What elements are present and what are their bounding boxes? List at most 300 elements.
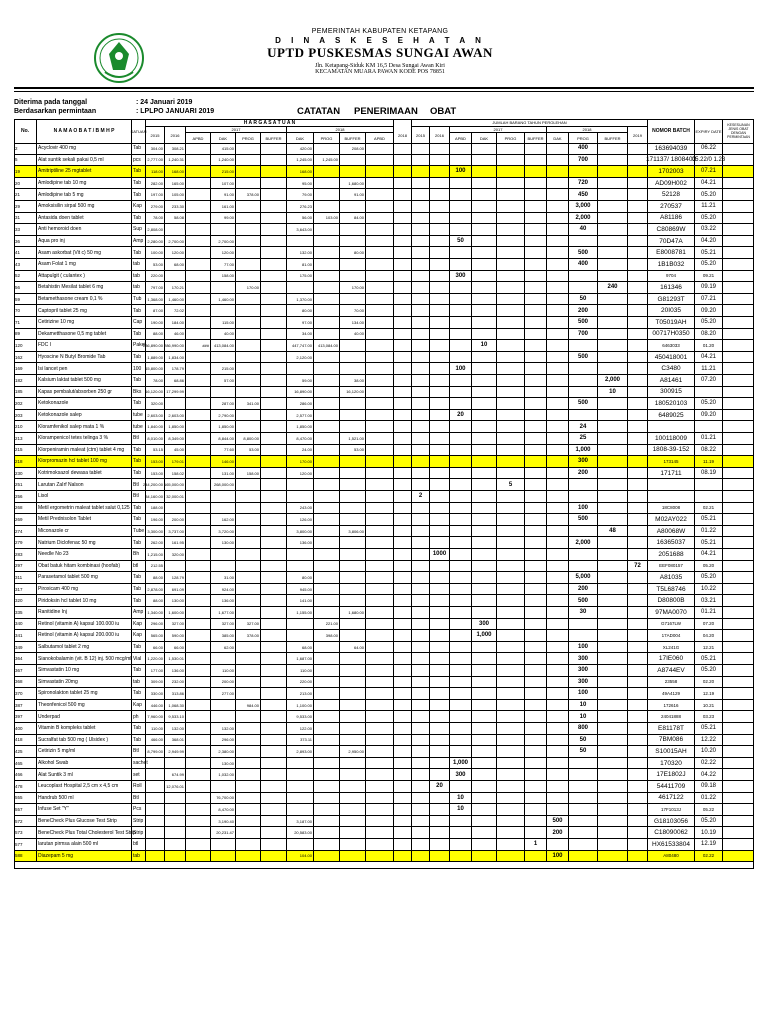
cell-q19 xyxy=(627,398,647,409)
header-dak-17: DAK xyxy=(210,133,235,143)
cell-qc: 10 xyxy=(471,340,496,351)
cell-no: 185 xyxy=(15,389,23,395)
header-qty-2016: 2016 xyxy=(429,127,449,143)
cell-q17 xyxy=(449,305,471,316)
cell-qd xyxy=(568,363,597,374)
cell-b18: 53.00 xyxy=(339,445,365,456)
cell-qf xyxy=(597,781,627,792)
cell-exp: 01.21 xyxy=(694,433,722,444)
cell-a18: 1,850.00 xyxy=(286,421,313,432)
cell-b17 xyxy=(260,665,286,676)
cell-qe xyxy=(496,561,524,572)
cell-q17 xyxy=(449,178,471,189)
cell-b17 xyxy=(260,305,286,316)
cell-k17 xyxy=(210,282,235,293)
cell-a17 xyxy=(185,317,210,328)
cell-q17 xyxy=(449,421,471,432)
cell-qf xyxy=(597,178,627,189)
cell-qd0 xyxy=(546,793,568,804)
cell-x18 xyxy=(365,793,393,804)
cell-batch: 17F1013J xyxy=(647,804,694,815)
cell-a18: 122.00 xyxy=(286,723,313,734)
header-rule xyxy=(14,87,754,89)
table-row xyxy=(14,155,754,167)
cell-name: Needle No 23 xyxy=(36,549,131,560)
cell-b18: 70.00 xyxy=(339,305,365,316)
cell-p15: 177.00 xyxy=(145,665,164,676)
cell-ket xyxy=(722,793,754,804)
table-row xyxy=(14,329,754,341)
cell-no: 41 xyxy=(15,250,21,256)
cell-batch: 17AD004 xyxy=(647,630,694,641)
cell-a18 xyxy=(286,758,313,769)
cell-name: Alat Suntik 3 ml xyxy=(36,769,131,780)
cell-pr17 xyxy=(235,294,260,305)
cell-qb0 xyxy=(429,294,449,305)
cell-a18: 136.00 xyxy=(286,537,313,548)
cell-x18 xyxy=(365,607,393,618)
cell-qe xyxy=(496,665,524,676)
cell-qx xyxy=(524,479,546,490)
cell-qd0 xyxy=(546,456,568,467)
cell-ket xyxy=(722,723,754,734)
cell-qc xyxy=(471,851,496,862)
cell-pr17 xyxy=(235,224,260,235)
cell-p15: 188.00 xyxy=(145,503,164,514)
cell-a18: 68.00 xyxy=(286,642,313,653)
cell-a18: 286.00 xyxy=(286,398,313,409)
cell-qe xyxy=(496,677,524,688)
cell-no: 367 xyxy=(15,667,23,673)
cell-name: Salbutamol tablet 2 mg xyxy=(36,642,131,653)
cell-qc: 1,000 xyxy=(471,630,496,641)
cell-qa xyxy=(411,445,429,456)
cell-unit: tab xyxy=(131,851,145,862)
cell-qe xyxy=(496,619,524,630)
cell-qa xyxy=(411,433,429,444)
cell-no: 29 xyxy=(15,203,21,209)
cell-a18: 141.00 xyxy=(286,595,313,606)
cell-qx xyxy=(524,503,546,514)
cell-qa xyxy=(411,236,429,247)
cell-qe xyxy=(496,514,524,525)
cell-qd0 xyxy=(546,781,568,792)
cell-qd: 500 xyxy=(568,317,597,328)
cell-q18 xyxy=(393,781,411,792)
cell-no: 5 xyxy=(15,157,18,163)
cell-qe xyxy=(496,723,524,734)
cell-pr17 xyxy=(235,213,260,224)
cell-a18: 16,890.00 xyxy=(286,387,313,398)
cell-k17 xyxy=(210,224,235,235)
cell-ket xyxy=(722,398,754,409)
cell-p15: 2,777.00 xyxy=(145,155,164,166)
cell-ket xyxy=(722,653,754,664)
cell-b17 xyxy=(260,166,286,177)
cell-ket xyxy=(722,619,754,630)
cell-qe: 5 xyxy=(496,479,524,490)
cell-q17 xyxy=(449,189,471,200)
cell-x18 xyxy=(365,410,393,421)
cell-qb0 xyxy=(429,421,449,432)
cell-k17: 20,231.47 xyxy=(210,827,235,838)
cell-qx xyxy=(524,584,546,595)
cell-b17 xyxy=(260,375,286,386)
cell-qx xyxy=(524,271,546,282)
cell-p15: 53.15 xyxy=(145,445,164,456)
cell-b18: 1,521.00 xyxy=(339,433,365,444)
cell-name: Vitamin B kompleks tablet xyxy=(36,723,131,734)
cell-b18 xyxy=(339,236,365,247)
cell-qe xyxy=(496,827,524,838)
cell-qd0 xyxy=(546,189,568,200)
cell-q18 xyxy=(393,433,411,444)
cell-p15: 153.00 xyxy=(145,468,164,479)
cell-pr18 xyxy=(313,503,339,514)
cell-p15 xyxy=(145,816,164,827)
cell-qd xyxy=(568,851,597,862)
cell-qd0 xyxy=(546,839,568,850)
cell-qa xyxy=(411,793,429,804)
cell-unit: Tab xyxy=(131,665,145,676)
cell-a18 xyxy=(286,781,313,792)
cell-k17: 2,700.00 xyxy=(210,236,235,247)
cell-qf xyxy=(597,746,627,757)
table-row xyxy=(14,143,754,155)
cell-qb0 xyxy=(429,445,449,456)
cell-a18: 79.00 xyxy=(286,189,313,200)
cell-b18: 2,950.00 xyxy=(339,746,365,757)
cell-qd xyxy=(568,491,597,502)
cell-p15 xyxy=(145,781,164,792)
cell-qd xyxy=(568,526,597,537)
cell-qd0 xyxy=(546,514,568,525)
cell-pr18 xyxy=(313,642,339,653)
cell-q19 xyxy=(627,827,647,838)
cell-exp: 04.21 xyxy=(694,178,722,189)
cell-p16: 313.86 xyxy=(164,688,185,699)
cell-qf xyxy=(597,340,627,351)
cell-qf xyxy=(597,433,627,444)
cell-qe xyxy=(496,839,524,850)
cell-batch: 1702003 xyxy=(647,166,694,177)
cell-k17: 200.00 xyxy=(210,677,235,688)
cell-q18 xyxy=(393,723,411,734)
cell-q18 xyxy=(393,758,411,769)
cell-qd0 xyxy=(546,607,568,618)
cell-b18 xyxy=(339,224,365,235)
cell-batch: 300915 xyxy=(647,387,694,398)
cell-qc xyxy=(471,352,496,363)
cell-p16: 161.95 xyxy=(164,537,185,548)
cell-unit: Tab xyxy=(131,143,145,154)
cell-exp: 08.19 xyxy=(694,468,722,479)
cell-k17: 8,470.00 xyxy=(210,804,235,815)
cell-batch: 97MA0070 xyxy=(647,607,694,618)
cell-no: 203 xyxy=(15,412,23,418)
cell-name: Simvastatin 20mg xyxy=(36,677,131,688)
cell-qf xyxy=(597,816,627,827)
cell-p16: 130.00 xyxy=(164,595,185,606)
cell-b17 xyxy=(260,572,286,583)
cell-a18: 80.00 xyxy=(286,305,313,316)
cell-b18 xyxy=(339,155,365,166)
cell-exp: 10.21 xyxy=(694,700,722,711)
cell-qa xyxy=(411,387,429,398)
cell-qe xyxy=(496,537,524,548)
cell-q19 xyxy=(627,642,647,653)
cell-batch: 70D47A xyxy=(647,236,694,247)
cell-qf xyxy=(597,769,627,780)
cell-qe xyxy=(496,294,524,305)
cell-a17 xyxy=(185,503,210,514)
cell-qd0: 100 xyxy=(546,851,568,862)
cell-no: 70 xyxy=(15,308,21,314)
cell-a17 xyxy=(185,653,210,664)
cell-x18 xyxy=(365,584,393,595)
cell-q17 xyxy=(449,630,471,641)
cell-a18: 126.00 xyxy=(286,514,313,525)
cell-pr17: 341.00 xyxy=(235,398,260,409)
cell-pr18 xyxy=(313,804,339,815)
cell-b17 xyxy=(260,688,286,699)
cell-a17 xyxy=(185,201,210,212)
cell-qa xyxy=(411,317,429,328)
cell-q18 xyxy=(393,178,411,189)
cell-q19 xyxy=(627,375,647,386)
cell-p16: 232.00 xyxy=(164,677,185,688)
cell-qx xyxy=(524,282,546,293)
cell-ket xyxy=(722,572,754,583)
cell-x18 xyxy=(365,363,393,374)
cell-qc xyxy=(471,317,496,328)
cell-name: Betamethasone cream 0,1 % xyxy=(36,294,131,305)
cell-batch: E81178T xyxy=(647,723,694,734)
cell-a18: 243.00 xyxy=(286,503,313,514)
cell-no: 283 xyxy=(15,551,23,557)
cell-q17: 50 xyxy=(449,236,471,247)
cell-qa xyxy=(411,607,429,618)
cell-qe xyxy=(496,816,524,827)
cell-qx xyxy=(524,642,546,653)
cell-ket xyxy=(722,363,754,374)
cell-qx xyxy=(524,630,546,641)
cell-k17: 3,190.40 xyxy=(210,816,235,827)
cell-ket xyxy=(722,236,754,247)
cell-no: 36 xyxy=(15,238,21,244)
cell-a17 xyxy=(185,166,210,177)
cell-pr18 xyxy=(313,421,339,432)
cell-pr18 xyxy=(313,549,339,560)
cell-exp: 09.20 xyxy=(694,305,722,316)
cell-pr18 xyxy=(313,479,339,490)
cell-qd: 2,000 xyxy=(568,537,597,548)
cell-unit: Tab xyxy=(131,178,145,189)
cell-pr18: 413,084.00 xyxy=(313,340,339,351)
cell-q17 xyxy=(449,851,471,862)
cell-unit: Tab xyxy=(131,189,145,200)
cell-x18 xyxy=(365,247,393,258)
cell-exp: 10.22 xyxy=(694,584,722,595)
cell-qx: 1 xyxy=(524,839,546,850)
cell-a18: 2,120.00 xyxy=(286,352,313,363)
cell-ket xyxy=(722,700,754,711)
cell-p16: 9,533.10 xyxy=(164,711,185,722)
cell-no: 573 xyxy=(15,830,23,836)
cell-batch: 1B1B032 xyxy=(647,259,694,270)
cell-batch: 161346 xyxy=(647,282,694,293)
cell-qa xyxy=(411,305,429,316)
cell-name: Dekametthasone 0,5 mg tablet xyxy=(36,329,131,340)
cell-q17: 300 xyxy=(449,769,471,780)
cell-k17: 415.00 xyxy=(210,143,235,154)
cell-qx xyxy=(524,769,546,780)
cell-k17: 158.00 xyxy=(210,271,235,282)
cell-qe xyxy=(496,746,524,757)
cell-qx xyxy=(524,201,546,212)
cell-q18 xyxy=(393,166,411,177)
table-row xyxy=(14,375,754,387)
cell-pr18 xyxy=(313,352,339,363)
cell-qc xyxy=(471,398,496,409)
cell-b18: 170.00 xyxy=(339,282,365,293)
cell-q17 xyxy=(449,688,471,699)
cell-q17 xyxy=(449,561,471,572)
cell-p15: 212.55 xyxy=(145,561,164,572)
cell-qe xyxy=(496,445,524,456)
cell-q18 xyxy=(393,514,411,525)
cell-qf xyxy=(597,305,627,316)
cell-name: Kloramfenikol salep mata 1 % xyxy=(36,421,131,432)
cell-a17 xyxy=(185,769,210,780)
cell-qa xyxy=(411,143,429,154)
cell-qf xyxy=(597,723,627,734)
cell-ket xyxy=(722,677,754,688)
letterhead xyxy=(0,28,768,84)
cell-batch: A81186 xyxy=(647,213,694,224)
cell-qf xyxy=(597,189,627,200)
cell-q17 xyxy=(449,584,471,595)
cell-qd: 40 xyxy=(568,224,597,235)
cell-qd: 10 xyxy=(568,700,597,711)
cell-x18 xyxy=(365,421,393,432)
cell-exp: 05.20 xyxy=(694,213,722,224)
cell-pr18 xyxy=(313,653,339,664)
cell-qc xyxy=(471,294,496,305)
table-row xyxy=(14,352,754,364)
cell-qc xyxy=(471,282,496,293)
cell-qx xyxy=(524,236,546,247)
cell-no: 400 xyxy=(15,725,23,731)
cell-qe xyxy=(496,549,524,560)
cell-a18 xyxy=(286,804,313,815)
cell-q19 xyxy=(627,479,647,490)
cell-exp: 04.21 xyxy=(694,549,722,560)
cell-qa xyxy=(411,363,429,374)
cell-pr17 xyxy=(235,155,260,166)
cell-qc xyxy=(471,793,496,804)
cell-q18 xyxy=(393,259,411,270)
cell-x18 xyxy=(365,294,393,305)
cell-q17 xyxy=(449,224,471,235)
cell-b17 xyxy=(260,317,286,328)
cell-qa xyxy=(411,746,429,757)
cell-pr18 xyxy=(313,851,339,862)
cell-unit: Kap xyxy=(131,201,145,212)
cell-q19 xyxy=(627,758,647,769)
cell-qx xyxy=(524,688,546,699)
cell-q17 xyxy=(449,468,471,479)
cell-qc xyxy=(471,781,496,792)
cell-b18: 40.00 xyxy=(339,329,365,340)
cell-qc xyxy=(471,503,496,514)
cell-ket xyxy=(722,735,754,746)
dept-line: D I N A S K E S E H A T A N xyxy=(275,36,485,45)
cell-qf xyxy=(597,839,627,850)
cell-qa xyxy=(411,213,429,224)
cell-exp: 05.21 xyxy=(694,514,722,525)
cell-qf xyxy=(597,329,627,340)
cell-qd0 xyxy=(546,630,568,641)
cell-p15: 1,368.00 xyxy=(145,294,164,305)
cell-a17 xyxy=(185,688,210,699)
cell-k17: 77.60 xyxy=(210,445,235,456)
cell-a17 xyxy=(185,433,210,444)
cell-q17 xyxy=(449,433,471,444)
cell-qd: 400 xyxy=(568,259,597,270)
cell-qd: 30 xyxy=(568,607,597,618)
cell-qx xyxy=(524,155,546,166)
cell-k17: 296.00 xyxy=(210,735,235,746)
cell-qc xyxy=(471,746,496,757)
table-row xyxy=(14,433,754,445)
cell-q19 xyxy=(627,387,647,398)
cell-pr18 xyxy=(313,468,339,479)
cell-unit: Bh xyxy=(131,549,145,560)
cell-q18 xyxy=(393,816,411,827)
cell-qd: 300 xyxy=(568,665,597,676)
cell-x18 xyxy=(365,456,393,467)
cell-q18 xyxy=(393,305,411,316)
cell-k17: 215.00 xyxy=(210,166,235,177)
cell-qd0 xyxy=(546,665,568,676)
cell-no: 31 xyxy=(15,215,21,221)
cell-name: Ketokonazole salep xyxy=(36,410,131,421)
cell-q19 xyxy=(627,665,647,676)
cell-p16: 1,850.00 xyxy=(164,421,185,432)
cell-qa xyxy=(411,619,429,630)
cell-pr18 xyxy=(313,282,339,293)
cell-q19 xyxy=(627,746,647,757)
table-row xyxy=(14,619,754,631)
cell-q18 xyxy=(393,143,411,154)
cell-qd0 xyxy=(546,166,568,177)
cell-q18 xyxy=(393,445,411,456)
cell-a17 xyxy=(185,189,210,200)
cell-k17: 107.00 xyxy=(210,178,235,189)
cell-x18 xyxy=(365,213,393,224)
cell-qc xyxy=(471,155,496,166)
cell-q19 xyxy=(627,352,647,363)
cell-q17: 20 xyxy=(449,410,471,421)
cell-qx xyxy=(524,259,546,270)
cell-b18: 80.00 xyxy=(339,247,365,258)
cell-unit: ph xyxy=(131,711,145,722)
cell-p16: 17,299.99 xyxy=(164,387,185,398)
cell-qb0 xyxy=(429,340,449,351)
table-row xyxy=(14,456,754,468)
cell-qd: 200 xyxy=(568,584,597,595)
